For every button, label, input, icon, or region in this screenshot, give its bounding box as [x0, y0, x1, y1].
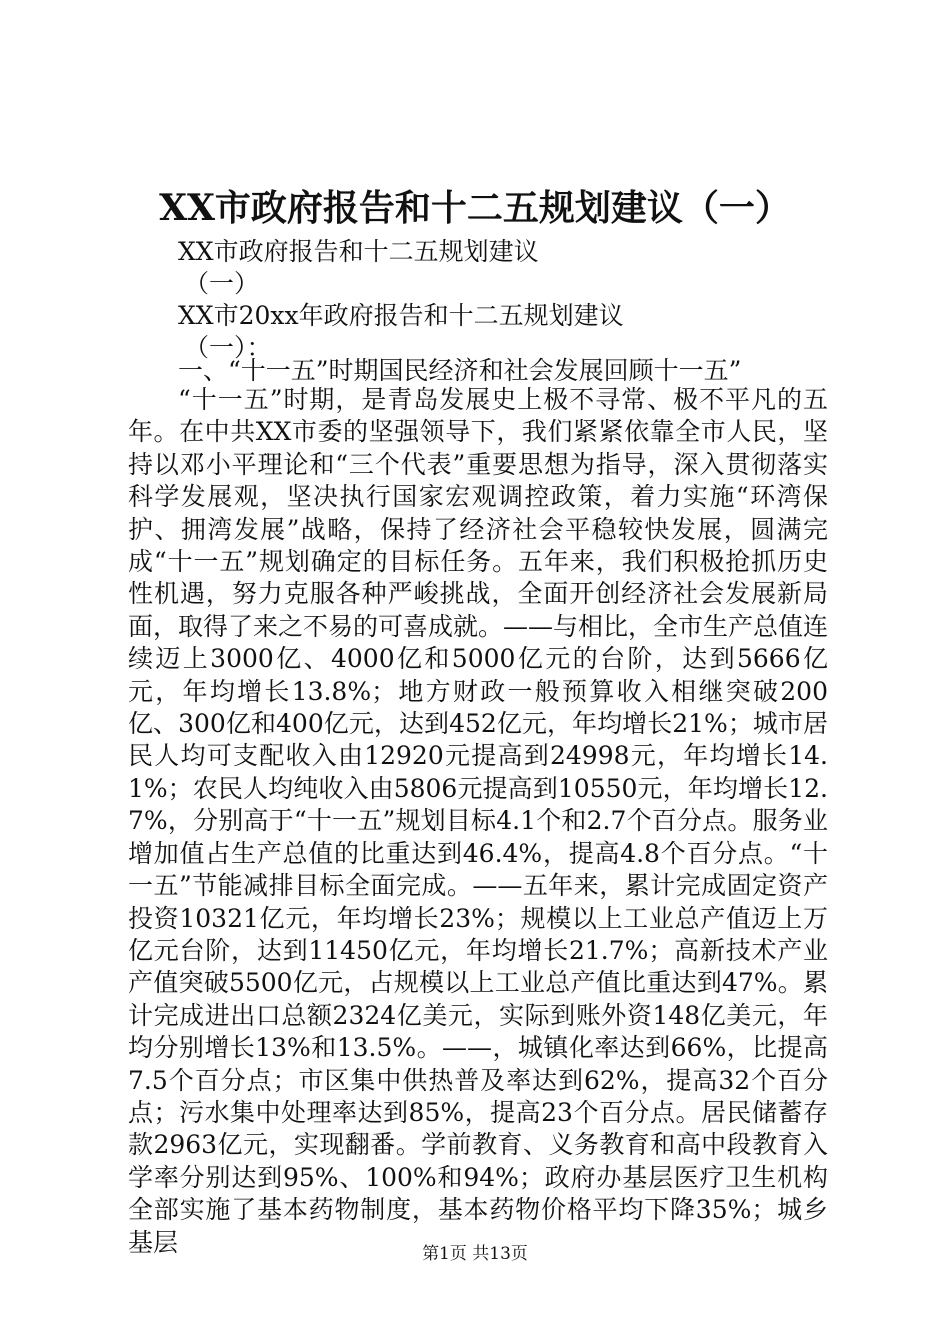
document-title: XX市政府报告和十二五规划建议（一） — [159, 187, 791, 229]
subtitle-line: XX市政府报告和十二五规划建议 — [178, 237, 539, 266]
subtitle-line: （一）： — [184, 333, 272, 362]
subtitle-line: XX市20xx年政府报告和十二五规划建议 — [178, 301, 624, 330]
subtitle-line: （一） — [184, 269, 260, 298]
page-footer: 第1页 共13页 — [422, 1244, 528, 1264]
section-heading: 一、“十一五”时期国民经济和社会发展回顾十一五” — [178, 356, 742, 385]
body-paragraph: “十一五”时期，是青岛发展史上极不寻常、极不平凡的五年。在中共XX市委的坚强领导下，我们紧紧依靠全市人民，坚持以邓小平理论和“三个代表”重要思想为指导，深入贯彻落实科学发展观，坚决执行国家宏观调控政策，着力实施“环湾保护、拥湾发展”战略，保持了经济社会平稳较快发展，圆满完成“十一五”规划确定的目标任务。五年来，我们积极抢抓历史性机遇，努力克服各种严峻挑战，全面开创经济社会发展新局面，取得了来之不易的可喜成就。——与相比，全市生产总值连续迈上3000亿、4000亿和5000亿元的台阶，达到5666亿元，年均增长13.8%；地方财政一般预算收入相继突破200亿、300亿和400亿元，达到452亿元，年均增长21%；城市居民人均可支配收入由12920元提高到24998元，年均增长14.1%；农民人均纯收入由5806元提高到10550元，年均增长12.7%，分别高于“十一五”规划目标4.1个和2.7个百分点。服务业增加值占生产总值的比重达到46.4%，提高4.8个百分点。“十一五”节能减排目标全面完成。——五年来，累计完成固定资产投资10321亿元，年均增长23%；规模以上工业总产值迈上万亿元台阶，达到11450亿元，年均增长21.7%；高新技术产业产值突破5500亿元，占规模以上工业总产值比重达到47%。累计完成进出口总额2324亿美元，实际到账外资148亿美元，年均分别增长13%和13.5%。——，城镇化率达到66%，比提高7.5个百分点；市区集中供热普及率达到62%，提高32个百分点；污水集中处理率达到85%，提高23个百分点。居民储蓄存款2963亿元，实现翻番。学前教育、义务教育和高中段教育入学率分别达到95%、100%和94%；政府办基层医疗卫生机构全部实施了基本药物制度，基本药物价格平均下降35%；城乡基层 — [128, 385, 829, 1257]
